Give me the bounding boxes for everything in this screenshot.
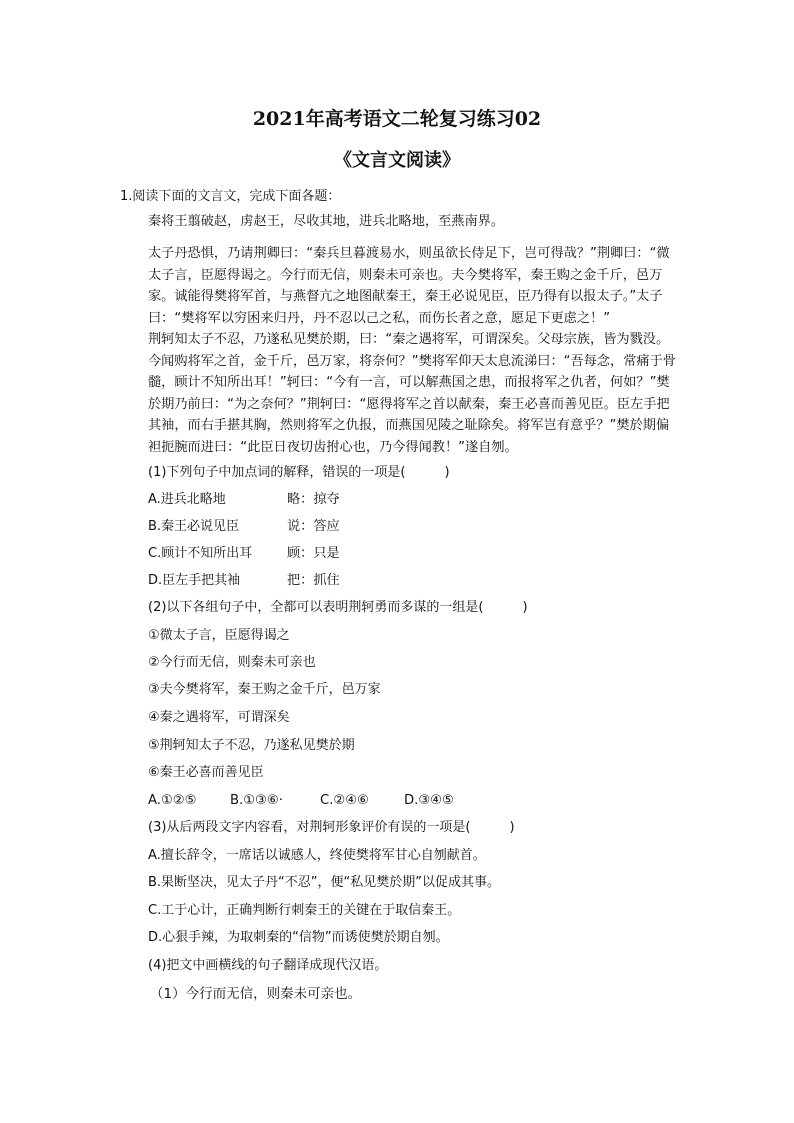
page-title: 2021年高考语文二轮复习练习02 <box>252 108 542 130</box>
list-item: ③夫今樊将军，秦王购之金千斤，邑万家 <box>148 682 381 697</box>
sub-question-prompt: (1)下列句子中加点词的解释，错误的一项是( ) <box>148 465 450 480</box>
list-item: ⑥秦王必喜而善见臣 <box>148 765 264 780</box>
option-gloss: 略：掠夺 <box>287 492 340 507</box>
sub-question-prompt: (3)从后两段文字内容看，对荆轲形象评价有误的一项是( ) <box>148 820 515 835</box>
page-subtitle: 《文言文阅读》 <box>334 150 460 171</box>
sub-question-prompt: (2)以下各组句子中，全都可以表明荆轲勇而多谋的一组是( ) <box>148 600 528 615</box>
option-text: D.心狠手辣，为取刺秦的“信物”而诱使樊於期自刎。 <box>148 930 449 945</box>
choice-c: C.②④⑥ <box>320 793 369 808</box>
option-text: C.工于心计，正确判断行刺秦王的关键在于取信秦王。 <box>148 903 461 918</box>
question-intro: 1.阅读下面的文言文，完成下面各题： <box>120 189 341 204</box>
list-item: ⑤荆轲知太子不忍，乃遂私见樊於期 <box>148 738 355 753</box>
translation-item: （1）今行而无信，则秦未可亲也。 <box>150 986 362 1002</box>
option-text: B.果断坚决，见太子丹“不忍”，便“私见樊於期”以促成其事。 <box>148 875 500 890</box>
passage-paragraph: 太子丹恐惧，乃请荆卿曰：“秦兵旦暮渡易水，则虽欲长侍足下，岂可得哉？”荆卿曰：“微太子言，臣愿得谒之。今行而无信，则秦未可亲也。夫今樊将军，秦王购之金千斤，邑万家。诚能得樊将军首，与燕督亢之地图献秦王，秦王必说见臣，臣乃得有以报太子。”太子曰：“樊将军以穷困来归丹，丹不忍以己之私，而伤长者之意，愿足下更虑之！” <box>148 246 670 326</box>
list-item: ④秦之遇将军，可谓深矣 <box>148 710 290 725</box>
choice-a: A.①②⑤ <box>148 793 197 808</box>
option-sentence: B.秦王必说见臣 <box>148 519 240 534</box>
passage-paragraph: 秦将王翦破赵，虏赵王，尽收其地，进兵北略地，至燕南界。 <box>148 214 505 229</box>
choice-d: D.③④⑤ <box>404 793 454 808</box>
option-gloss: 顾：只是 <box>287 546 340 561</box>
option-gloss: 把：抓住 <box>287 573 340 588</box>
sub-question-prompt: (4)把文中画横线的句子翻译成现代汉语。 <box>148 958 388 973</box>
list-item: ②今行而无信，则秦未可亲也 <box>148 655 316 670</box>
option-sentence: A.进兵北略地 <box>148 492 226 507</box>
option-sentence: C.顾计不知所出耳 <box>148 546 253 561</box>
passage-paragraph: 荆轲知太子不忍，乃遂私见樊於期，曰：“秦之遇将军，可谓深矣。父母宗族，皆为戮没。今闻购将军之首，金千斤，邑万家，将奈何？”樊将军仰天太息流涕曰：“吾每念，常痛于骨髓，顾计不知所出耳！”轲曰：“今有一言，可以解燕国之患，而报将军之仇者，何如？”樊於期乃前曰：“为之奈何？”荆轲曰：“愿得将军之首以献秦，秦王必喜而善见臣。臣左手把其袖，而右手揕其胸，然则将军之仇报，而燕国见陵之耻除矣。将军岂有意乎？”樊於期偏袒扼腕而进曰：“此臣日夜切齿拊心也，乃今得闻教！”遂自刎。 <box>148 332 676 455</box>
option-sentence: D.臣左手把其袖 <box>148 573 241 588</box>
choice-b: B.①③⑥· <box>230 793 283 808</box>
option-text: A.擅长辞令，一席话以诚感人，终使樊将军甘心自刎献首。 <box>148 848 486 863</box>
option-gloss: 说：答应 <box>287 519 340 534</box>
list-item: ①微太子言，臣愿得谒之 <box>148 628 290 643</box>
